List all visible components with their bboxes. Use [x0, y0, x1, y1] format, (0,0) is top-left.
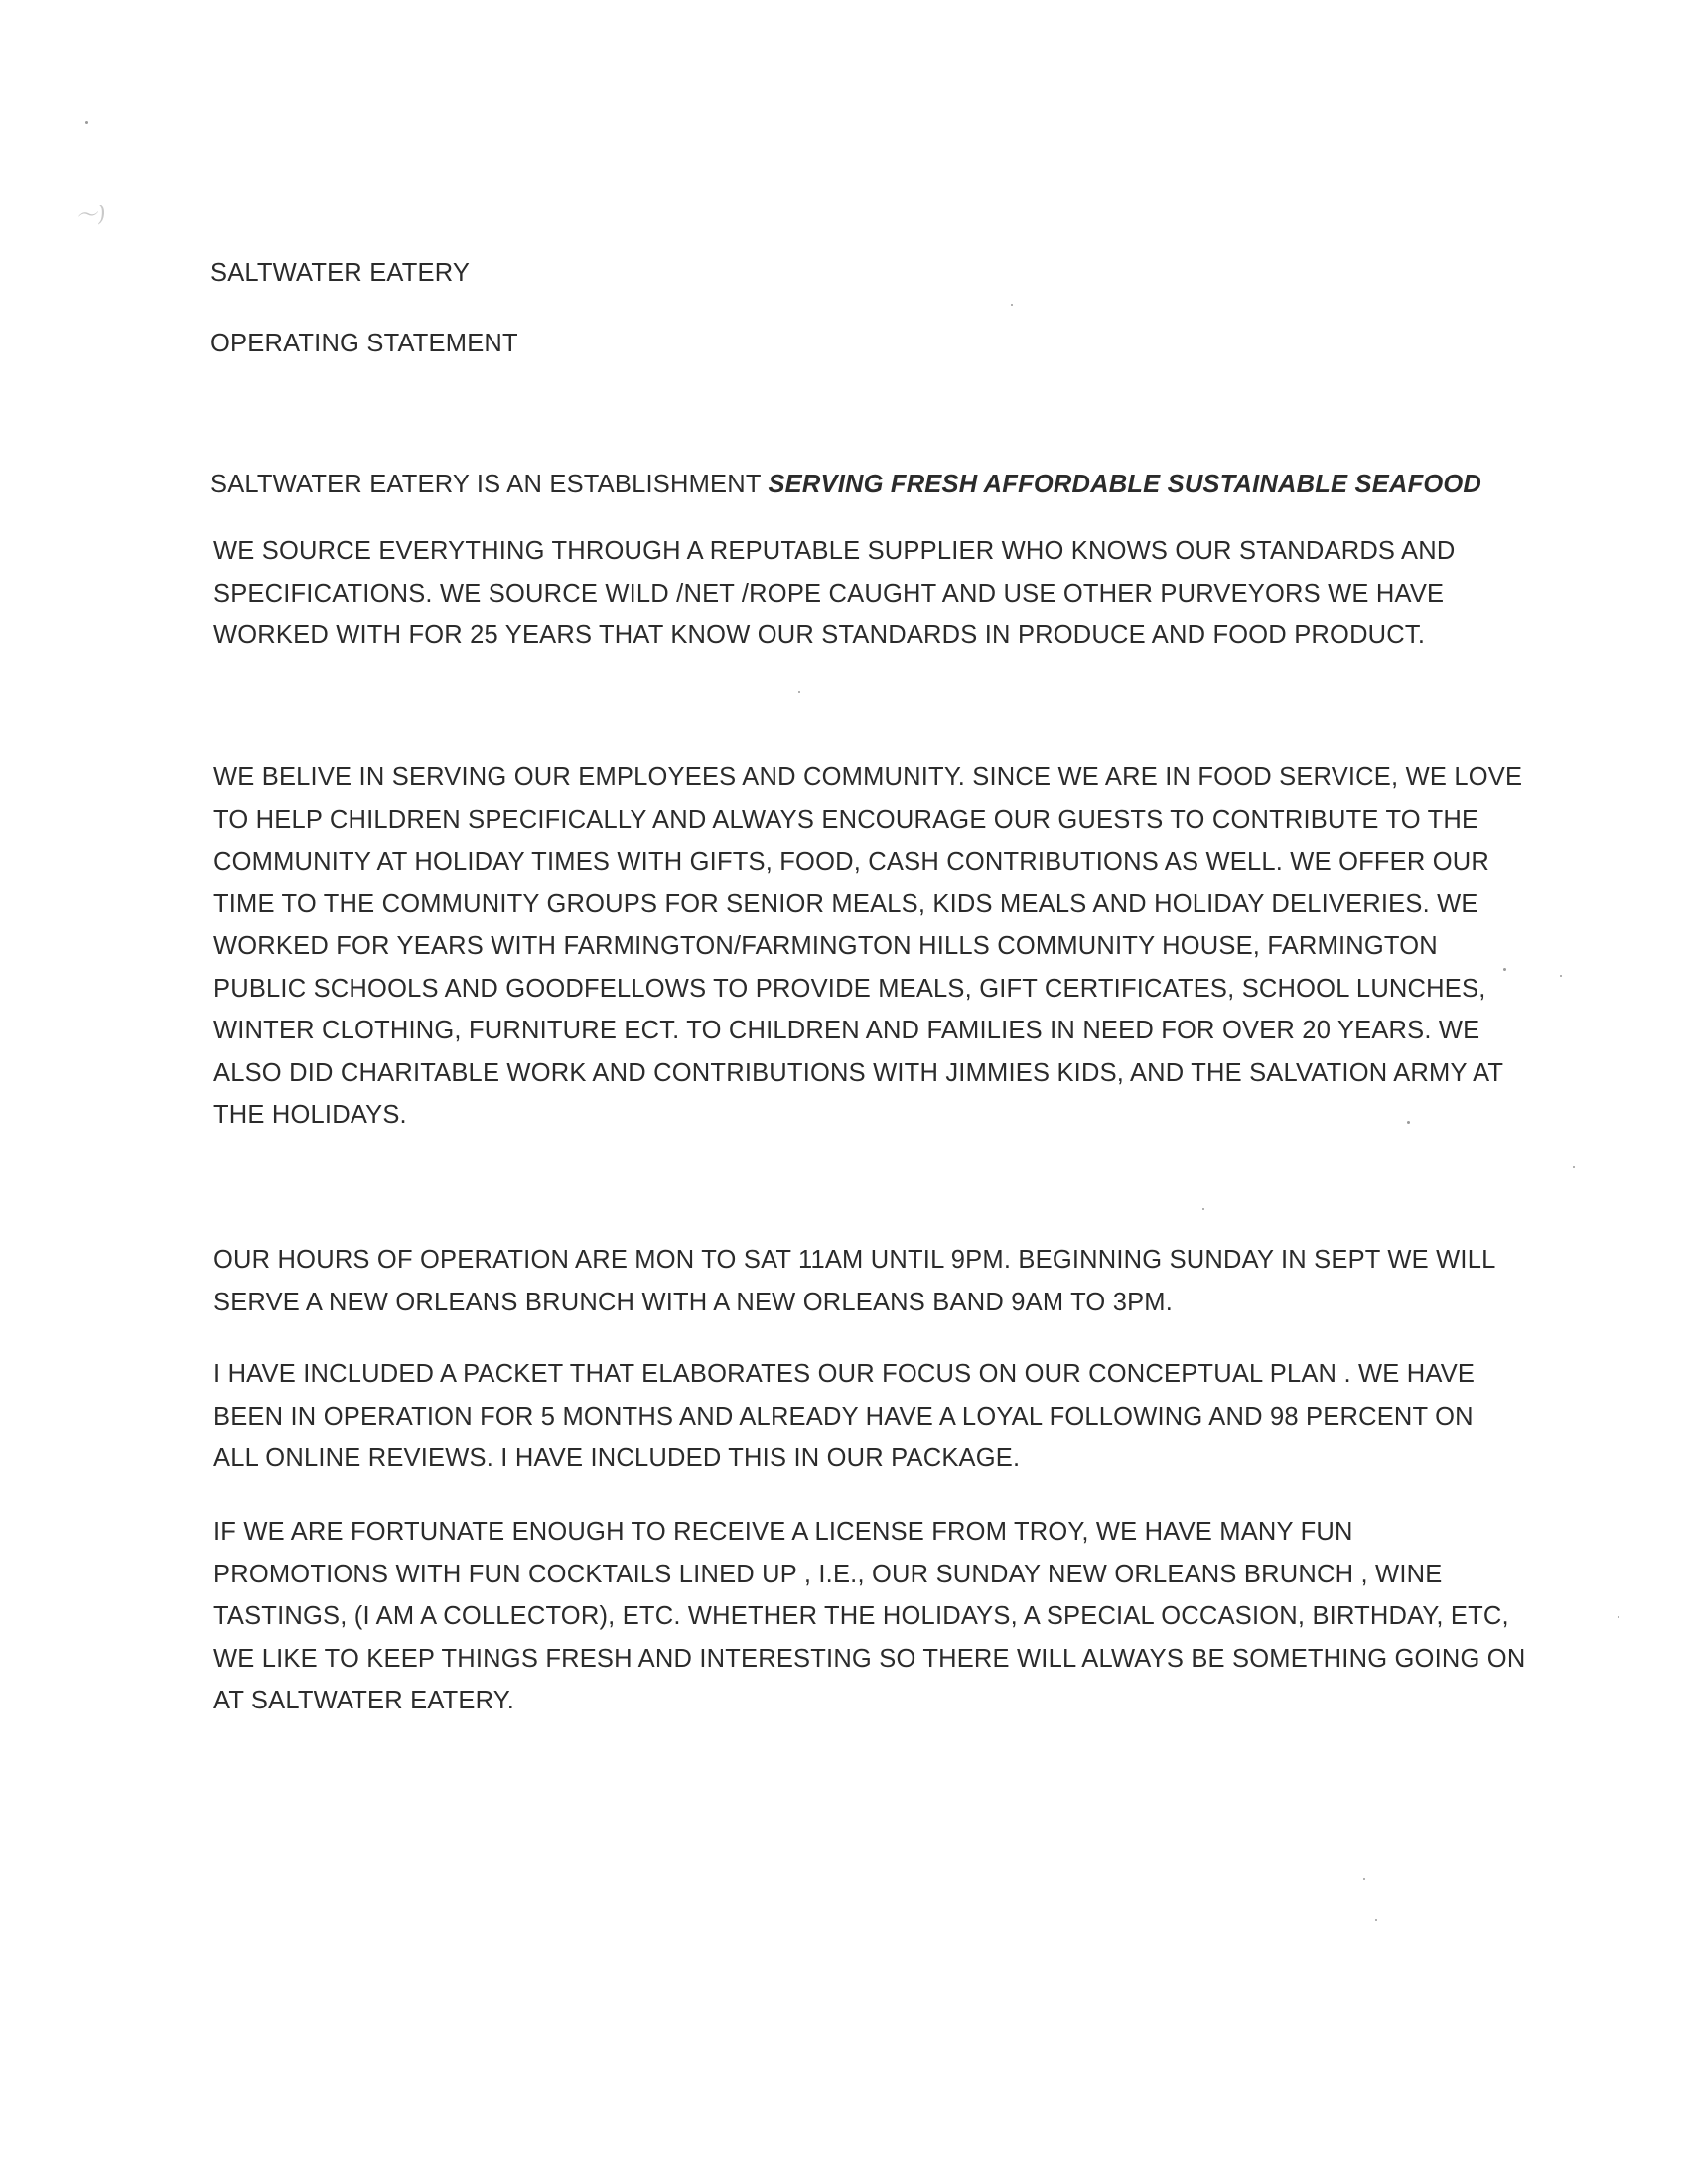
scan-speck [1573, 1166, 1575, 1168]
scan-speck [1503, 968, 1506, 971]
document-subtitle: OPERATING STATEMENT [211, 330, 518, 357]
intro-lead: SALTWATER EATERY IS AN ESTABLISHMENT [211, 471, 769, 498]
scan-speck [1375, 1919, 1377, 1921]
scan-speck [1011, 304, 1013, 306]
scan-speck [1407, 1121, 1410, 1124]
margin-pencil-mark: 〜) [73, 201, 108, 230]
packet-paragraph: I HAVE INCLUDED A PACKET THAT ELABORATES OUR FOCUS ON OUR CONCEPTUAL PLAN . WE HAVE BEEN IN OPERATION FOR 5 MONTHS AND ALREADY HAVE A LOYAL FOLLOWING AND 98 PERCENT ON ALL ONLINE REVIEWS. I HAVE INCLUDED THIS IN OUR PACKAGE. [213, 1360, 1476, 1472]
scan-speck [1202, 1208, 1204, 1210]
scan-speck [85, 121, 88, 124]
hours-paragraph: OUR HOURS OF OPERATION ARE MON TO SAT 11AM UNTIL 9PM. BEGINNING SUNDAY IN SEPT WE WILL SERVE A NEW ORLEANS BRUNCH WITH A NEW ORLEANS BAND 9AM TO 3PM. [213, 1246, 1495, 1316]
document-title: SALTWATER EATERY [211, 259, 471, 287]
intro-statement [211, 470, 1481, 499]
sourcing-paragraph: WE SOURCE EVERYTHING THROUGH A REPUTABLE SUPPLIER WHO KNOWS OUR STANDARDS AND SPECIFICATIONS. WE SOURCE WILD /NET /ROPE CAUGHT AND USE OTHER PURVEYORS WE HAVE WORKED WITH FOR 25 YEARS THAT KNOW OUR STANDARDS IN PRODUCE AND FOOD PRODUCT. [213, 537, 1456, 649]
license-paragraph: IF WE ARE FORTUNATE ENOUGH TO RECEIVE A LICENSE FROM TROY, WE HAVE MANY FUN PROMOTIONS WITH FUN COCKTAILS LINED UP , I.E., OUR SUNDAY NEW ORLEANS BRUNCH , WINE TASTINGS, (I AM A COLLECTOR), ETC. WHETHER THE HOLIDAYS, A SPECIAL OCCASION, BIRTHDAY, ETC, WE LIKE TO KEEP THINGS FRESH AND INTERESTING SO THERE WILL ALWAYS BE SOMETHING GOING ON AT SALTWATER EATERY. [213, 1518, 1526, 1714]
intro-emphasis: SERVING FRESH AFFORDABLE SUSTAINABLE SEAFOOD [768, 471, 1482, 498]
scan-speck [1560, 975, 1562, 977]
scan-speck [1618, 1616, 1619, 1618]
community-paragraph: WE BELIVE IN SERVING OUR EMPLOYEES AND COMMUNITY. SINCE WE ARE IN FOOD SERVICE, WE LOVE TO HELP CHILDREN SPECIFICALLY AND ALWAYS ENCOURAGE OUR GUESTS TO CONTRIBUTE TO THE COMMUNITY AT HOLIDAY TIMES WITH GIFTS, FOOD, CASH CONTRIBUTIONS AS WELL. WE OFFER OUR TIME TO THE COMMUNITY GROUPS FOR SENIOR MEALS, KIDS MEALS AND HOLIDAY DELIVERIES. WE WORKED FOR YEARS WITH FARMINGTON/FARMINGTON HILLS COMMUNITY HOUSE, FARMINGTON PUBLIC SCHOOLS AND GOODFELLOWS TO PROVIDE MEALS, GIFT CERTIFICATES, SCHOOL LUNCHES, WINTER CLOTHING, FURNITURE ECT. TO CHILDREN AND FAMILIES IN NEED FOR OVER 20 YEARS. WE ALSO DID CHARITABLE WORK AND CONTRIBUTIONS WITH JIMMIES KIDS, AND THE SALVATION ARMY AT THE HOLIDAYS. [213, 763, 1523, 1129]
scan-speck [1363, 1878, 1365, 1880]
scan-speck [798, 691, 800, 693]
